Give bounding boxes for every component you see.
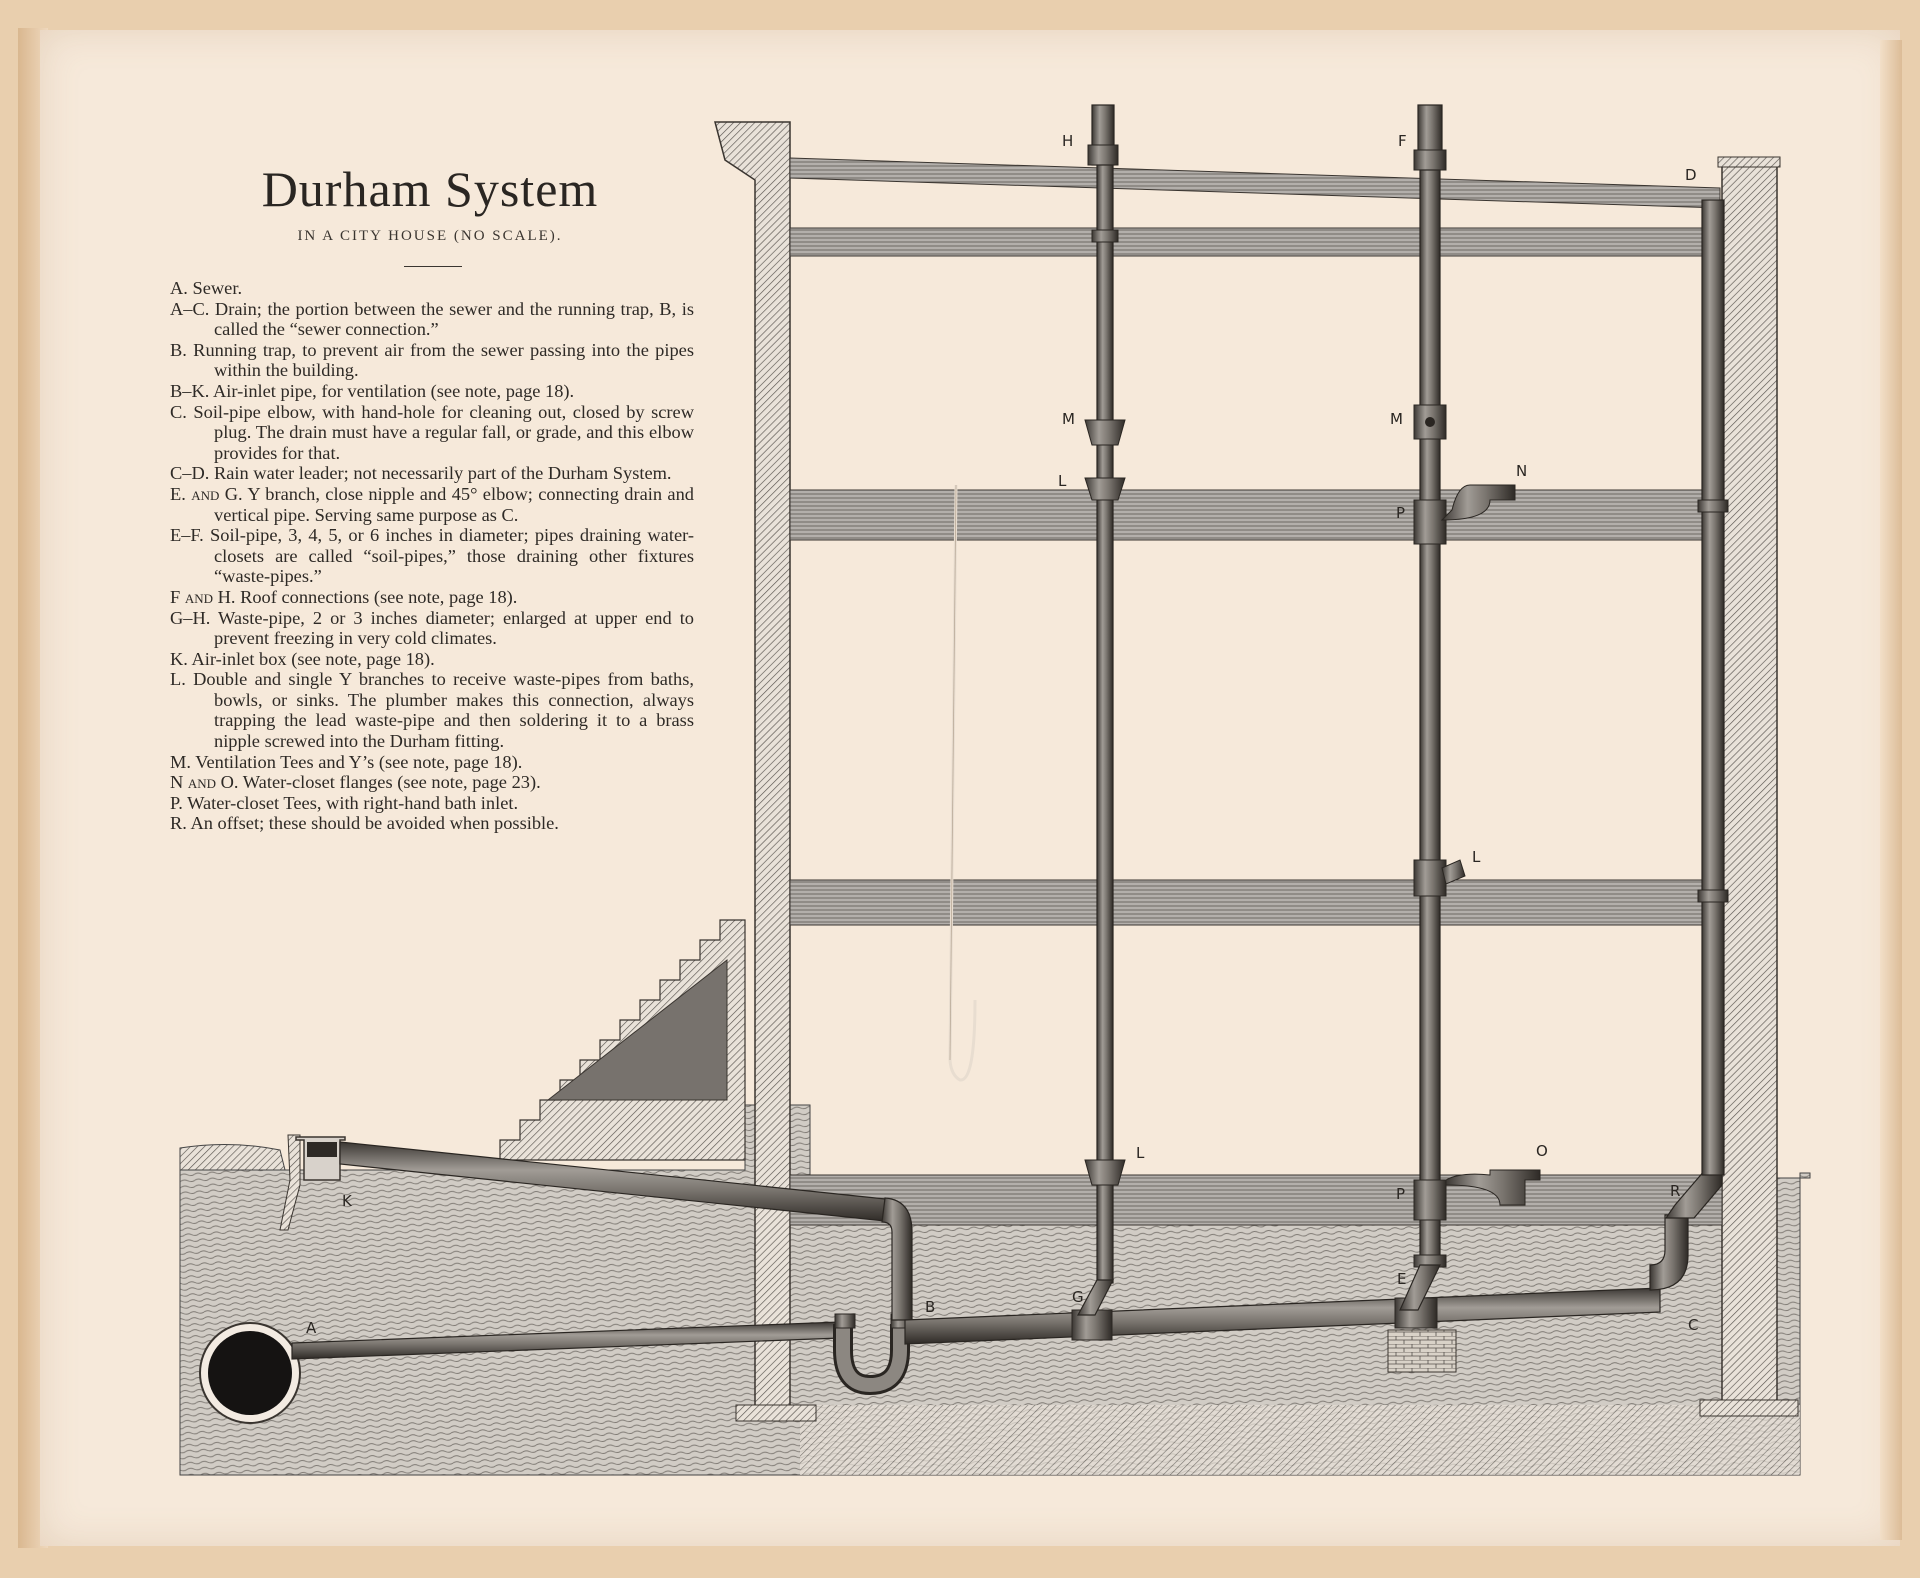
legend-text: Air-inlet box (see note, page 18). (191, 648, 435, 669)
label-k: K (342, 1192, 352, 1210)
label-g: G (1072, 1288, 1084, 1306)
page-subtitle: IN A CITY HOUSE (NO SCALE). (297, 228, 563, 244)
legend-key: B–K. (170, 380, 210, 401)
legend-text: Sewer. (192, 278, 243, 298)
legend-text: Water-closet Tees, with right-hand bath inlet. (187, 792, 519, 813)
legend-text: Drain; the portion between the sewer and the running trap, B, is called the “sewer connection.” (214, 298, 694, 340)
legend-text: Rain water leader; not necessarily part of the Durham System. (213, 463, 672, 484)
legend-key: A. (170, 278, 188, 298)
legend-text: Roof connections (see note, page 18). (240, 586, 518, 607)
page-title: Durham System (261, 161, 599, 217)
brick-pier (1388, 1330, 1456, 1372)
label-m-right: M (1390, 410, 1403, 428)
legend-key: E–F. (170, 525, 204, 546)
label-h: H (1062, 132, 1074, 150)
legend-key: R. (170, 813, 187, 834)
legend-text: Water-closet flanges (see note, page 23). (242, 772, 541, 793)
legend-text: Air-inlet pipe, for ventilation (see note, page 18). (212, 380, 575, 401)
legend-text: Soil-pipe, 3, 4, 5, or 6 inches in diameter; pipes draining water-closets are called “soil-pipes,” those draining other fixtures “waste-pipes.” (210, 525, 694, 587)
legend-text: Ventilation Tees and Y’s (see note, page 18). (195, 751, 523, 772)
legend-key: P. (170, 792, 183, 813)
label-e: E (1397, 1270, 1407, 1288)
legend-text: Running trap, to prevent air from the sewer passing into the pipes within the building. (193, 339, 694, 381)
label-n: N (1516, 462, 1528, 480)
hanging-cord-line (950, 485, 956, 1060)
legend-text: Soil-pipe elbow, with hand-hole for cleaning out, closed by screw plug. The drain must have a regular fall, or grade, and this elbow provides for that. (193, 401, 694, 463)
legend-key: C. (170, 401, 187, 422)
legend-text: Y branch, close nipple and 45° elbow; connecting drain and vertical pipe. Serving same purpose as C. (214, 483, 694, 525)
legend-key: A–C. (170, 298, 210, 319)
legend-key: M. (170, 751, 191, 772)
label-a: A (306, 1319, 317, 1337)
legend-text: An offset; these should be avoided when possible. (190, 813, 559, 834)
label-m-left: M (1062, 410, 1075, 428)
hanging-cord (950, 485, 975, 1080)
legend-key: C–D. (170, 463, 210, 484)
legend-text: Double and single Y branches to receive waste-pipes from baths, bowls, or sinks. The plumber makes this connection, always trapping the lead waste-pipe and then soldering it to a brass nipple screwed into the Durham fitting. (193, 669, 694, 752)
legend-key: E. and G. (170, 483, 243, 504)
legend-key: K. (170, 648, 188, 669)
label-l-lower: L (1136, 1144, 1145, 1162)
label-d: D (1685, 166, 1697, 184)
label-p-lower: P (1396, 1185, 1406, 1203)
legend-key: N and O. (170, 772, 239, 793)
sewer (200, 1323, 300, 1423)
floor-beams (790, 158, 1722, 1225)
legend-key: L. (170, 669, 186, 690)
legend-key: B. (170, 339, 187, 360)
label-p-upper: P (1396, 504, 1406, 522)
label-b: B (925, 1298, 936, 1316)
label-c: C (1688, 1316, 1699, 1334)
legend-key: F and H. (170, 586, 236, 607)
label-l-upper: L (1058, 472, 1067, 490)
legend-key: G–H. (170, 607, 211, 628)
label-o: O (1536, 1142, 1548, 1160)
legend-text: Waste-pipe, 2 or 3 inches diameter; enlarged at upper end to prevent freezing in very cold climates. (214, 607, 695, 649)
label-f: F (1398, 132, 1407, 150)
label-l-mid: L (1472, 848, 1481, 866)
stairs (500, 920, 745, 1160)
label-r: R (1670, 1182, 1681, 1200)
